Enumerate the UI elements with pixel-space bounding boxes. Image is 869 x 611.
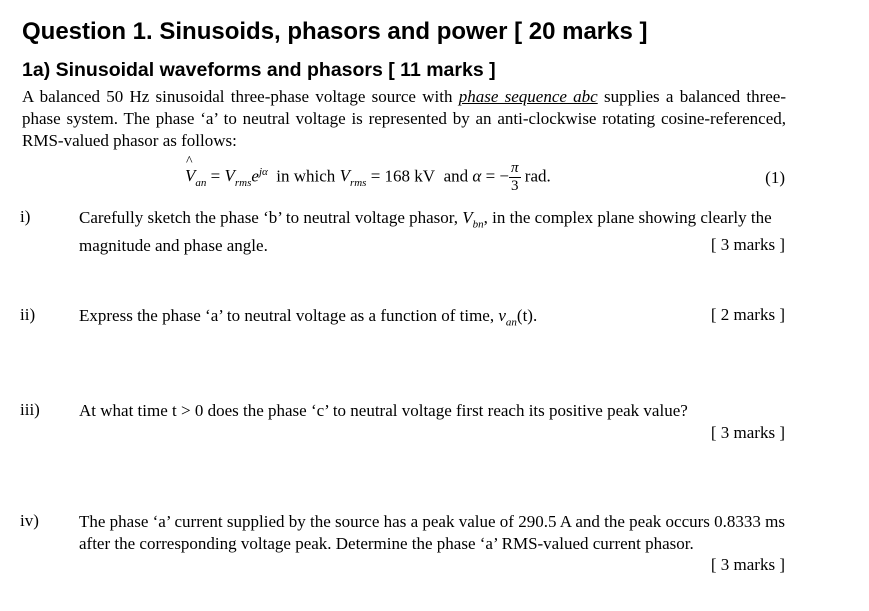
marks-ii: [ 2 marks ]: [710, 305, 785, 324]
question-iv-text: The phase ‘a’ current supplied by the source has a peak value of 290.5 A and the peak occurs 0.8333 ms after the corresponding voltage peak. Determine the phase ‘a’ RMS-valued current phasor.: [79, 512, 785, 553]
question-label-ii: ii): [20, 305, 36, 324]
question-i-text: Carefully sketch the phase ‘b’ to neutral voltage phasor, $V_{bn}$, in the complex plane showing clearly the magnitude and phase angle.: [79, 208, 772, 256]
phase-sequence-text: phase sequence abc: [458, 87, 598, 106]
equation-1: ^ $V_{an} = V_{rms}e^{j\alpha}$ in which $V_{rms} = 168$ kV and α = − $\frac{\pi}{3}$ rad. (1): [185, 154, 785, 194]
equation-number: (1): [765, 168, 785, 187]
question-title: Question 1. Sinusoids, phasors and power [ 20 marks ]: [22, 18, 648, 45]
intro-paragraph: [22, 86, 786, 152]
section-subtitle: 1a) Sinusoidal waveforms and phasors [ 11 marks ]: [22, 59, 496, 81]
question-label-iii: iii): [20, 400, 40, 419]
vrms-value: = 168 kV: [366, 166, 436, 186]
question-iii-text: At what time t > 0 does the phase ‘c’ to neutral voltage first reach its positive peak value?: [79, 401, 688, 420]
question-label-iv: iv): [20, 511, 39, 530]
question-ii-text: Express the phase ‘a’ to neutral voltage as a function of time, $v_{an}(t)$.: [79, 306, 538, 329]
phasor-van: ^ V: [185, 154, 196, 186]
intro-text-1: A balanced 50 Hz sinusoidal three-phase voltage source with: [22, 87, 459, 106]
marks-iv: [ 3 marks ]: [710, 555, 785, 574]
in-which-text: in which: [276, 166, 340, 186]
question-label-i: i): [20, 207, 31, 226]
pi-over-3-fraction: $\frac{\pi}{3}$: [511, 160, 519, 194]
marks-i: [ 3 marks ]: [710, 235, 785, 254]
marks-iii: [ 3 marks ]: [710, 423, 785, 442]
intro-text-2: supplies a balanced three-phase system. The phase ‘a’ to neutral voltage is represented by an anti-clockwise rotating cosine-referenced, RMS-valued phasor as follows:: [22, 87, 786, 150]
